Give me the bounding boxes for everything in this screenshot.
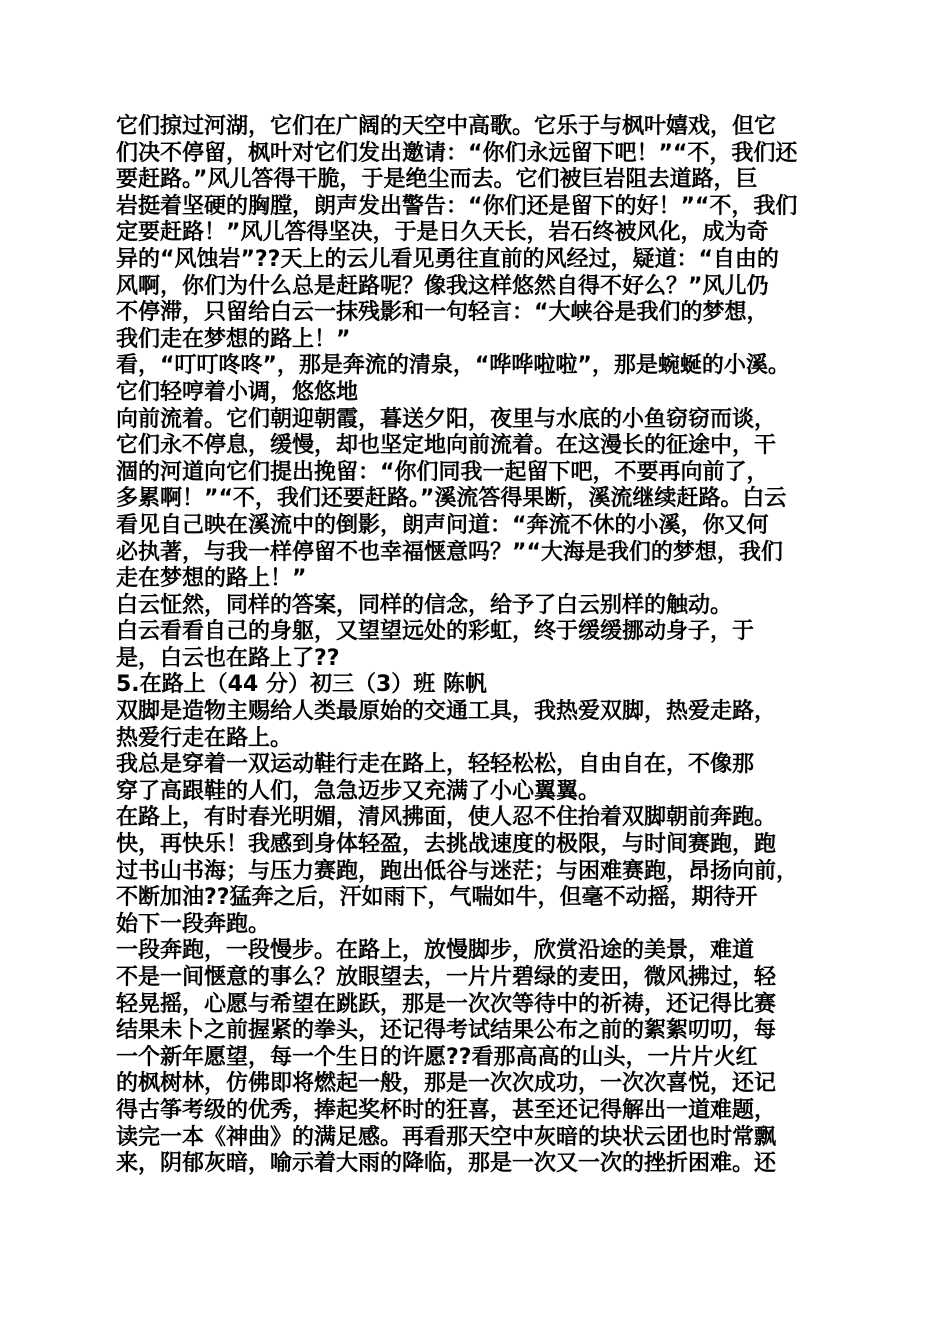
text-line: 我们走在梦想的路上！” [116,326,351,352]
text-line: 读完一本《神曲》的满足感。再看那天空中灰暗的块状云团也时常飘 [116,1124,777,1150]
text-line: 多累啊！”“不，我们还要赶路。”溪流答得果断，溪流继续赶路。白云 [116,486,787,512]
text-line: 要赶路。”风儿答得干脆，于是绝尘而去。它们被巨岩阻去道路，巨 [116,167,758,193]
text-line: 是，白云也在路上了?? [116,645,340,671]
text-line: 向前流着。它们朝迎朝霞，暮送夕阳，夜里与水底的小鱼窃窃而谈， [116,406,777,432]
text-line: 必执著，与我一样停留不也幸福惬意吗？”“大海是我们的梦想，我们 [116,539,783,565]
text-line: 一个新年愿望，每一个生日的许愿??看那高高的山头，一片片火红 [116,1044,758,1070]
text-line: 不是一间惬意的事么？放眼望去，一片片碧绿的麦田，微风拂过，轻 [116,965,777,990]
text-line: 的枫树林，仿佛即将燃起一般，那是一次次成功，一次次喜悦，还记 [116,1071,777,1097]
text-line: 看见自己映在溪流中的倒影，朗声问道：“奔流不休的小溪，你又何 [116,512,769,538]
text-line: 5.在路上（44 分）初三（3）班 陈帆 [116,672,487,698]
text-line: 它们轻哼着小调，悠悠地 [116,379,359,405]
text-line: 白云看看自己的身躯，又望望远处的彩虹，终于缓缓挪动身子，于 [116,619,755,645]
text-line: 们决不停留，枫叶对它们发出邀请：“你们永远留下吧！”“不，我们还 [116,140,798,166]
text-line: 来，阴郁灰暗，喻示着大雨的降临，那是一次又一次的挫折困难。还 [116,1151,777,1177]
text-line: 得古筝考级的优秀，捧起奖杯时的狂喜，甚至还记得解出一道难题， [116,1097,777,1123]
text-line: 轻晃摇，心愿与希望在跳跃，那是一次次等待中的祈祷，还记得比赛 [116,991,777,1017]
text-line: 热爱行走在路上。 [116,725,293,751]
text-line: 涸的河道向它们提出挽留：“你们同我一起留下吧，不要再向前了， [116,459,769,485]
text-line: 过书山书海；与压力赛跑，跑出低谷与迷茫；与困难赛跑，昂扬向前， [116,858,799,884]
text-line: 穿了高跟鞋的人们，急急迈步又充满了小心翼翼。 [116,778,601,804]
text-line: 看，“叮叮咚咚”，那是奔流的清泉，“哗哗啦啦”，那是蜿蜒的小溪。 [116,353,790,379]
text-line: 结果未卜之前握紧的拳头，还记得考试结果公布之前的絮絮叨叨，每 [116,1018,777,1044]
document-page [116,114,846,1178]
text-line: 它们掠过河湖，它们在广阔的天空中高歌。它乐于与枫叶嬉戏，但它 [116,114,777,139]
text-line: 异的“风蚀岩”??天上的云儿看见勇往直前的风经过，疑道：“自由的 [116,246,779,272]
text-line: 双脚是造物主赐给人类最原始的交通工具，我热爱双脚，热爱走路， [116,699,777,725]
text-line: 不断加油??猛奔之后，汗如雨下，气喘如牛，但毫不动摇，期待开 [116,885,758,911]
text-line: 不停滞，只留给白云一抹残影和一句轻言：“大峡谷是我们的梦想， [116,300,769,326]
text-line: 一段奔跑，一段慢步。在路上，放慢脚步，欣赏沿途的美景，难道 [116,938,755,964]
text-line: 岩挺着坚硬的胸膛，朗声发出警告：“你们还是留下的好！”“不，我们 [116,193,798,219]
text-line: 在路上，有时春光明媚，清风拂面，使人忍不住抬着双脚朝前奔跑。 [116,805,777,831]
text-line: 走在梦想的路上！” [116,566,307,592]
text-line: 白云怔然，同样的答案，同样的信念，给予了白云别样的触动。 [116,592,733,618]
text-line: 快，再快乐！我感到身体轻盈，去挑战速度的极限，与时间赛跑，跑 [116,832,777,858]
text-line: 始下一段奔跑。 [116,911,271,937]
text-line: 我总是穿着一双运动鞋行走在路上，轻轻松松，自由自在，不像那 [116,752,755,778]
text-line: 风啊，你们为什么总是赶路呢？像我这样悠然自得不好么？”风儿仍 [116,273,769,299]
text-line: 它们永不停息，缓慢，却也坚定地向前流着。在这漫长的征途中，干 [116,433,777,459]
text-line: 定要赶路！”风儿答得坚决，于是日久天长，岩石终被风化，成为奇 [116,220,769,246]
